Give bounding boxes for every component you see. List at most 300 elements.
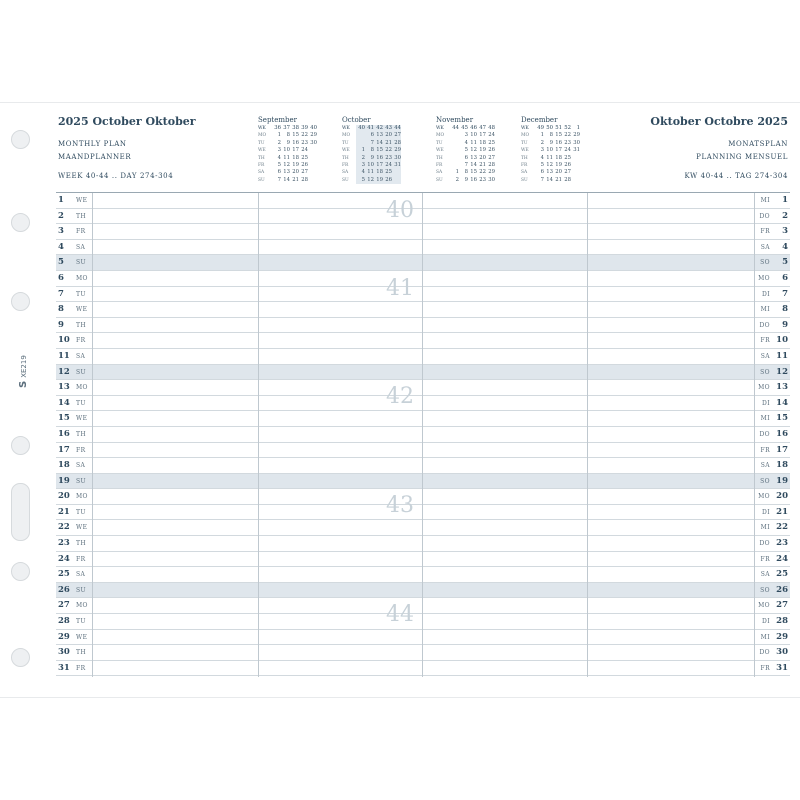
mini-calendar-weekday: SA <box>521 170 528 176</box>
weekday-de: DO <box>759 540 770 548</box>
mini-calendar-date: 9 <box>286 139 290 146</box>
mini-calendar-weekday: TU <box>436 140 443 146</box>
day-row[interactable] <box>56 333 790 349</box>
day-number-right: 30 <box>776 647 788 658</box>
day-row[interactable] <box>56 630 790 646</box>
day-number: 22 <box>58 522 70 533</box>
mini-calendar-date: 27 <box>488 154 495 161</box>
mini-calendar-date: 15 <box>470 169 477 176</box>
mini-calendar-date <box>450 147 459 154</box>
mini-calendar-date: 27 <box>392 132 401 139</box>
day-number: 16 <box>58 428 70 439</box>
mini-calendar-date: 13 <box>470 154 477 161</box>
mini-calendar-date: 21 <box>292 176 299 183</box>
mini-calendar-date: 4 <box>464 139 468 146</box>
mini-calendar-date: 14 <box>283 176 290 183</box>
day-number-right: 17 <box>776 444 788 455</box>
mini-calendar-date: 7 <box>540 176 544 183</box>
mini-calendar-weekday: MO <box>258 133 267 139</box>
mini-calendar-date: 5 <box>464 147 468 154</box>
mini-calendar-date <box>571 169 580 176</box>
mini-calendar-weekday: SA <box>342 170 349 176</box>
mini-calendar-weekday: MO <box>436 133 445 139</box>
mini-calendar-date <box>450 140 459 147</box>
mini-calendar-date: 26 <box>301 162 308 169</box>
mini-calendar-date: 10 <box>470 132 477 139</box>
mini-calendar-date: 21 <box>555 176 562 183</box>
mini-calendar-week-label: WK <box>521 126 529 131</box>
mini-calendar-date: 30 <box>310 139 317 146</box>
mini-calendar-date: 12 <box>283 162 290 169</box>
day-number-right: 2 <box>782 210 788 221</box>
weekday-de: MI <box>760 415 770 423</box>
day-row[interactable] <box>56 271 790 287</box>
mini-calendar <box>436 116 495 184</box>
mini-calendar-date: 23 <box>383 155 392 162</box>
mini-calendar-date: 20 <box>383 132 392 139</box>
mini-calendar-date <box>450 155 459 162</box>
weekday-en: SU <box>76 259 86 267</box>
day-number: 18 <box>58 460 70 471</box>
mini-calendar-date: 7 <box>365 140 374 147</box>
mini-calendar-date: 23 <box>564 139 571 146</box>
day-row[interactable] <box>56 505 790 521</box>
day-row[interactable] <box>56 614 790 630</box>
mini-calendar-weekday: SU <box>342 177 349 183</box>
mini-calendar-weekday: TU <box>258 140 265 146</box>
weekday-de: DO <box>759 430 770 438</box>
mini-calendar-date: 31 <box>573 147 580 154</box>
day-number: 9 <box>58 319 64 330</box>
weekday-en: TH <box>76 321 87 329</box>
mini-calendar-week-number: 39 <box>301 125 308 131</box>
day-row[interactable] <box>56 380 790 396</box>
mini-calendar-date: 20 <box>479 154 486 161</box>
mini-calendar-date: 20 <box>292 169 299 176</box>
mini-calendar-week-number: 49 <box>537 125 544 131</box>
day-row[interactable] <box>56 302 790 318</box>
day-number-right: 25 <box>776 569 788 580</box>
day-number-right: 14 <box>776 397 788 408</box>
mini-calendar-week-number: 45 <box>461 125 468 131</box>
mini-calendar-weekday: SU <box>258 177 265 183</box>
mini-calendar-date: 22 <box>301 132 308 139</box>
weekday-en: WE <box>76 633 88 641</box>
day-row[interactable] <box>56 224 790 240</box>
mini-calendar-date: 25 <box>383 169 392 176</box>
day-number: 8 <box>58 304 64 315</box>
mini-calendar-date: 29 <box>310 132 317 139</box>
mini-calendar-date: 14 <box>546 176 553 183</box>
day-number-right: 3 <box>782 226 788 237</box>
mini-calendar-date: 27 <box>564 169 571 176</box>
day-row[interactable] <box>56 209 790 225</box>
day-row[interactable] <box>56 489 790 505</box>
day-number-right: 28 <box>776 616 788 627</box>
mini-calendar-date: 24 <box>383 162 392 169</box>
day-row[interactable] <box>56 240 790 256</box>
weekday-de: DI <box>762 290 770 298</box>
day-number-right: 23 <box>776 538 788 549</box>
weekday-de: FR <box>760 555 770 563</box>
day-number-right: 20 <box>776 491 788 502</box>
brand-logo: S <box>18 380 29 388</box>
weekday-en: TH <box>76 212 87 220</box>
weekday-de: MO <box>758 274 770 282</box>
mini-calendar-date: 5 <box>356 177 365 184</box>
mini-calendar-month: October <box>342 116 371 124</box>
day-row[interactable] <box>56 598 790 614</box>
mini-calendar-date: 17 <box>374 162 383 169</box>
weekday-de: DI <box>762 508 770 516</box>
day-number: 17 <box>58 444 70 455</box>
brand-mark <box>18 355 29 388</box>
mini-calendar-date: 9 <box>549 139 553 146</box>
day-grid <box>56 193 790 676</box>
weekday-de: SA <box>760 462 770 470</box>
day-row[interactable] <box>56 583 790 599</box>
mini-calendar-date: 15 <box>292 132 299 139</box>
weekday-en: TH <box>76 540 87 548</box>
mini-calendar-weekday: MO <box>521 133 530 139</box>
mini-calendar <box>521 116 580 184</box>
day-number: 13 <box>58 382 70 393</box>
weekday-de: SO <box>760 477 770 485</box>
mini-calendar-weekday: TU <box>342 140 349 146</box>
day-number-right: 12 <box>776 366 788 377</box>
mini-calendar-date <box>450 162 459 169</box>
subtitle-left-1: MONTHLY PLAN <box>58 140 127 148</box>
mini-calendar-week-number: 50 <box>546 125 553 131</box>
mini-calendar-weekday: SA <box>258 170 265 176</box>
weekday-de: MI <box>760 306 770 314</box>
mini-calendar-date: 22 <box>479 169 486 176</box>
weekday-de: FR <box>760 337 770 345</box>
mini-calendar-weekday: TH <box>258 155 265 161</box>
weekday-en: WE <box>76 306 88 314</box>
mini-calendar-date: 6 <box>464 154 468 161</box>
mini-calendar-date: 11 <box>470 139 477 146</box>
mini-calendar-date: 8 <box>286 132 290 139</box>
column-divider <box>754 193 755 677</box>
day-number: 20 <box>58 491 70 502</box>
mini-calendar-weekday: FR <box>342 163 349 169</box>
mini-calendar-weekday: SA <box>436 170 443 176</box>
mini-calendar-week-number: 41 <box>365 125 374 132</box>
mini-calendar-date <box>308 162 317 169</box>
mini-calendar-date: 9 <box>464 176 468 183</box>
day-row[interactable] <box>56 396 790 412</box>
day-number-right: 11 <box>776 350 788 361</box>
mini-calendar-week-number: 40 <box>310 125 317 131</box>
weekday-en: TU <box>76 290 86 298</box>
mini-calendar-date: 28 <box>301 176 308 183</box>
subtitle-right-1: MONATSPLAN <box>728 140 788 148</box>
day-row[interactable] <box>56 443 790 459</box>
mini-calendar-date: 22 <box>383 147 392 154</box>
day-row[interactable] <box>56 427 790 443</box>
mini-calendar-weekday: WE <box>258 148 266 154</box>
mini-calendar-date: 25 <box>301 154 308 161</box>
mini-calendar-date: 26 <box>383 177 392 184</box>
mini-calendar-date: 12 <box>365 177 374 184</box>
weekday-de: FR <box>760 228 770 236</box>
mini-calendar-date: 2 <box>277 139 281 146</box>
mini-calendar <box>342 116 401 184</box>
day-number-right: 27 <box>776 600 788 611</box>
mini-calendar-week-number: 40 <box>356 125 365 132</box>
mini-calendar-date: 2 <box>356 155 365 162</box>
mini-calendar-date: 17 <box>479 132 486 139</box>
punch-hole <box>11 292 30 311</box>
day-row[interactable] <box>56 520 790 536</box>
mini-calendar-date: 28 <box>564 176 571 183</box>
mini-calendar-weekday: TU <box>521 140 528 146</box>
mini-calendar-date: 12 <box>470 147 477 154</box>
mini-calendar-date: 18 <box>292 154 299 161</box>
mini-calendar-weekday: FR <box>258 163 265 169</box>
day-number: 23 <box>58 538 70 549</box>
mini-calendar-weekday: TH <box>342 155 349 161</box>
weekday-en: TH <box>76 649 87 657</box>
day-number-right: 13 <box>776 382 788 393</box>
week-range-right: KW 40-44 .. TAG 274-304 <box>684 172 788 180</box>
mini-calendar-date: 1 <box>356 147 365 154</box>
weekday-de: DI <box>762 618 770 626</box>
mini-calendar-date <box>392 177 401 184</box>
day-number-right: 15 <box>776 413 788 424</box>
day-row[interactable] <box>56 411 790 427</box>
mini-calendar-date: 4 <box>356 169 365 176</box>
mini-calendar-date: 5 <box>540 162 544 169</box>
mini-calendar-date: 30 <box>488 176 495 183</box>
mini-calendar-week-number: 36 <box>274 125 281 131</box>
weekday-en: SA <box>76 571 86 579</box>
day-number: 27 <box>58 600 70 611</box>
mini-calendar-week-number: 52 <box>564 125 571 131</box>
weekday-en: SU <box>76 368 86 376</box>
mini-calendar-date: 17 <box>555 147 562 154</box>
weekday-de: FR <box>760 664 770 672</box>
mini-calendar-date <box>392 169 401 176</box>
punch-hole <box>11 648 30 667</box>
day-row[interactable] <box>56 567 790 583</box>
mini-calendar-weekday: FR <box>521 163 528 169</box>
mini-calendar-date: 15 <box>555 132 562 139</box>
column-divider <box>422 193 423 677</box>
weekday-en: FR <box>76 555 86 563</box>
day-number-right: 21 <box>776 506 788 517</box>
mini-calendar-weekday: WE <box>521 148 529 154</box>
mini-calendar-date: 21 <box>383 140 392 147</box>
day-number: 24 <box>58 553 70 564</box>
mini-calendar-date: 24 <box>488 132 495 139</box>
mini-calendar-date: 4 <box>540 154 544 161</box>
weekday-de: SA <box>760 352 770 360</box>
mini-calendar-date <box>450 132 459 139</box>
mini-calendar-date: 11 <box>546 154 553 161</box>
mini-calendar <box>258 116 317 184</box>
punch-hole <box>11 130 30 149</box>
mini-calendar-date: 24 <box>564 147 571 154</box>
day-number: 7 <box>58 288 64 299</box>
mini-calendar-date: 10 <box>546 147 553 154</box>
weekday-en: SA <box>76 462 86 470</box>
mini-calendar-date: 23 <box>479 176 486 183</box>
day-row[interactable] <box>56 552 790 568</box>
day-number: 26 <box>58 584 70 595</box>
day-number: 5 <box>58 257 64 268</box>
mini-calendar-date: 4 <box>277 154 281 161</box>
mini-calendar-date <box>356 140 365 147</box>
week-number-marker: 44 <box>386 602 414 627</box>
mini-calendar-date: 7 <box>464 162 468 169</box>
column-divider <box>587 193 588 677</box>
mini-calendar-date <box>571 162 580 169</box>
mini-calendar-date: 9 <box>365 155 374 162</box>
day-number: 11 <box>58 350 70 361</box>
mini-calendar-date: 26 <box>488 147 495 154</box>
day-number-right: 5 <box>782 257 788 268</box>
mini-calendar-date: 14 <box>374 140 383 147</box>
mini-calendar-date: 30 <box>392 155 401 162</box>
mini-calendar-weekday: TH <box>436 155 443 161</box>
mini-calendar-weekday: SU <box>521 177 528 183</box>
day-number-right: 19 <box>776 475 788 486</box>
mini-calendar-date: 6 <box>540 169 544 176</box>
day-row[interactable] <box>56 645 790 661</box>
day-number: 6 <box>58 272 64 283</box>
day-row[interactable] <box>56 365 790 381</box>
mini-calendar-date: 12 <box>546 162 553 169</box>
mini-calendar-week-number: 1 <box>576 125 580 131</box>
day-number: 15 <box>58 413 70 424</box>
week-number-marker: 43 <box>386 493 414 518</box>
mini-calendar-weekday: TH <box>521 155 528 161</box>
mini-calendar-weekday: FR <box>436 163 443 169</box>
mini-calendar-date: 16 <box>555 139 562 146</box>
mini-calendar-date: 27 <box>301 169 308 176</box>
day-row[interactable] <box>56 536 790 552</box>
mini-calendar-date: 8 <box>464 169 468 176</box>
weekday-en: SA <box>76 243 86 251</box>
mini-calendar-week-number: 42 <box>374 125 383 132</box>
mini-calendar-weekday: MO <box>342 133 351 139</box>
punch-hole <box>11 213 30 232</box>
day-row[interactable] <box>56 458 790 474</box>
day-row[interactable] <box>56 287 790 303</box>
mini-calendar-date: 31 <box>392 162 401 169</box>
mini-calendar-date <box>308 169 317 176</box>
day-row[interactable] <box>56 255 790 271</box>
weekday-de: SO <box>760 259 770 267</box>
day-number-right: 8 <box>782 304 788 315</box>
mini-calendar-date: 19 <box>555 162 562 169</box>
weekday-en: WE <box>76 197 88 204</box>
mini-calendar-week-number: 47 <box>479 125 486 131</box>
weekday-en: FR <box>76 664 86 672</box>
day-row[interactable] <box>56 193 790 209</box>
mini-calendar-weekday: WE <box>342 148 350 154</box>
day-row[interactable] <box>56 318 790 334</box>
mini-calendar-date: 21 <box>479 162 486 169</box>
day-number: 10 <box>58 335 70 346</box>
mini-calendar-date: 6 <box>277 169 281 176</box>
weekday-de: DO <box>759 321 770 329</box>
mini-calendar-date: 29 <box>488 169 495 176</box>
mini-calendar-week-number: 48 <box>488 125 495 131</box>
product-code: XE219 <box>20 355 28 378</box>
day-row[interactable] <box>56 349 790 365</box>
weekday-en: MO <box>76 274 88 282</box>
day-number-right: 24 <box>776 553 788 564</box>
mini-calendar-date: 7 <box>277 176 281 183</box>
day-row[interactable] <box>56 661 790 677</box>
mini-calendar-week-label: WK <box>436 126 444 131</box>
day-number: 30 <box>58 647 70 658</box>
mini-calendar-date: 3 <box>540 147 544 154</box>
weekday-en: SU <box>76 477 86 485</box>
mini-calendar-date: 16 <box>374 155 383 162</box>
mini-calendar-date: 19 <box>479 147 486 154</box>
title-left: 2025 October Oktober <box>58 115 196 128</box>
mini-calendar-date: 30 <box>573 139 580 146</box>
mini-calendar-date: 8 <box>549 132 553 139</box>
mini-calendar-date: 28 <box>488 162 495 169</box>
title-right: Oktober Octobre 2025 <box>650 115 788 128</box>
weekday-de: MO <box>758 493 770 501</box>
mini-calendar-date: 25 <box>564 154 571 161</box>
mini-calendar-date: 1 <box>540 132 544 139</box>
weekday-de: DO <box>759 212 770 220</box>
mini-calendar-date: 29 <box>392 147 401 154</box>
mini-calendar-date: 18 <box>479 139 486 146</box>
mini-calendar-date: 17 <box>292 147 299 154</box>
weekday-de: SA <box>760 243 770 251</box>
mini-calendar-date: 2 <box>455 176 459 183</box>
weekday-en: WE <box>76 415 88 423</box>
mini-calendar-date: 18 <box>374 169 383 176</box>
weekday-de: MO <box>758 384 770 392</box>
weekday-de: MO <box>758 602 770 610</box>
weekday-de: MI <box>760 633 770 641</box>
mini-calendar-week-number: 51 <box>555 125 562 131</box>
mini-calendar-week-number: 44 <box>452 125 459 131</box>
mini-calendar-date: 14 <box>470 162 477 169</box>
weekday-en: FR <box>76 228 86 236</box>
mini-calendar-date: 6 <box>365 132 374 139</box>
day-number: 4 <box>58 241 64 252</box>
day-number: 1 <box>58 195 64 205</box>
weekday-en: SU <box>76 586 86 594</box>
mini-calendar-date <box>308 155 317 162</box>
column-divider <box>258 193 259 677</box>
punch-hole <box>11 562 30 581</box>
day-number: 2 <box>58 210 64 221</box>
day-row[interactable] <box>56 474 790 490</box>
day-number-right: 29 <box>776 631 788 642</box>
weekday-en: SA <box>76 352 86 360</box>
mini-calendar-date: 5 <box>277 162 281 169</box>
mini-calendar-date <box>308 147 317 154</box>
day-number-right: 1 <box>782 195 788 205</box>
day-number-right: 7 <box>782 288 788 299</box>
mini-calendar-month: November <box>436 116 474 124</box>
mini-calendar-date: 1 <box>277 132 281 139</box>
weekday-de: SO <box>760 586 770 594</box>
mini-calendar-date: 19 <box>292 162 299 169</box>
day-number-right: 9 <box>782 319 788 330</box>
